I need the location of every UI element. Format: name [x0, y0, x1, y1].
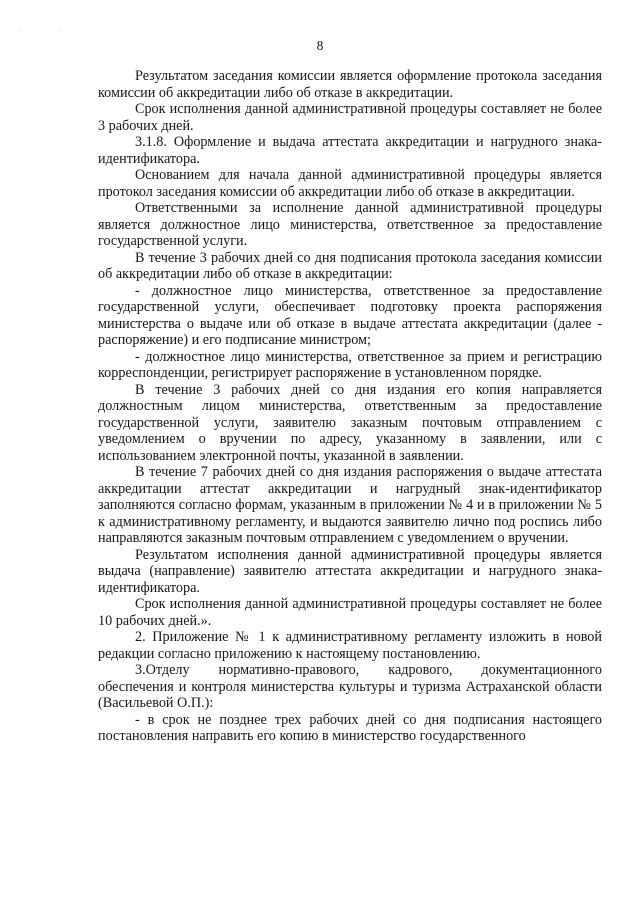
paragraph-deadline-10-days: Срок исполнения данной административной процедуры составляет не более 10 рабочих дней.».	[98, 596, 602, 629]
paragraph-registration-item: - должностное лицо министерства, ответственное за прием и регистрацию корреспонденции, регистрирует распоряжение в установленном порядке.	[98, 348, 602, 381]
paragraph-procedure-basis: Основанием для начала данной административной процедуры является протокол заседания комиссии об аккредитации либо об отказе в аккредитации.	[98, 167, 602, 200]
paragraph-deadline-3-days: Срок исполнения данной административной процедуры составляет не более 3 рабочих дней.	[98, 101, 602, 134]
paragraph-within-3-days-of-signing: В течение 3 рабочих дней со дня подписания протокола заседания комиссии об аккредитации либо об отказе в аккредитации:	[98, 249, 602, 282]
paragraph-send-copy-item: - в срок не позднее трех рабочих дней со дня подписания настоящего постановления направить его копию в министерство государственного	[98, 711, 602, 744]
page-number: 8	[316, 38, 324, 53]
paragraph-item-3-department: 3.Отделу нормативно-правового, кадрового, документационного обеспечения и контроля министерства культуры и туризма Астраханской области (Васильевой О.П.):	[98, 662, 602, 711]
paragraph-copy-sent-to-applicant: В течение 3 рабочих дней со дня издания его копия направляется должностным лицом министерства, ответственным за предоставление государственной услуги, заявителю заказным почтовым отправлением с уведомлением о вручении по адресу, указанному в заявлении, или с использованием электронной почты, указанной в заявлении.	[98, 381, 602, 464]
paragraph-commission-result: Результатом заседания комиссии является оформление протокола заседания комиссии об аккредитации либо об отказе в аккредитации.	[98, 68, 602, 101]
corner-marks: . .	[20, 24, 80, 33]
paragraph-procedure-outcome: Результатом исполнения данной административной процедуры является выдача (направление) заявителю аттестата аккредитации и нагрудного знака-идентификатора.	[98, 546, 602, 596]
paragraph-certificate-issue: В течение 7 рабочих дней со дня издания распоряжения о выдаче аттестата аккредитации аттестат аккредитации и нагрудный знак-идентификатор заполняются согласно формам, указанным в приложении № 4 и в приложении № 5 к административному регламенту, и выдаются заявителю лично под роспись либо направляются заказным почтовым отправлением с уведомлением о вручении.	[98, 464, 602, 546]
document-body	[98, 68, 602, 745]
paragraph-draft-order-item: - должностное лицо министерства, ответственное за предоставление государственной услуги, обеспечивает подготовку проекта распоряжения министерства о выдаче или об отказе в выдаче аттестата аккредитации (далее - распоряжение) и его подписание министром;	[98, 282, 602, 348]
paragraph-item-2-appendix: 2. Приложение № 1 к административному регламенту изложить в новой редакции согласно приложению к настоящему постановлению.	[98, 629, 602, 662]
paragraph-responsible-official: Ответственными за исполнение данной административной процедуры является должностное лицо министерства, ответственное за предоставление государственной услуги.	[98, 200, 602, 249]
paragraph-section-3-1-8-heading: 3.1.8. Оформление и выдача аттестата аккредитации и нагрудного знака-идентификатора.	[98, 134, 602, 167]
